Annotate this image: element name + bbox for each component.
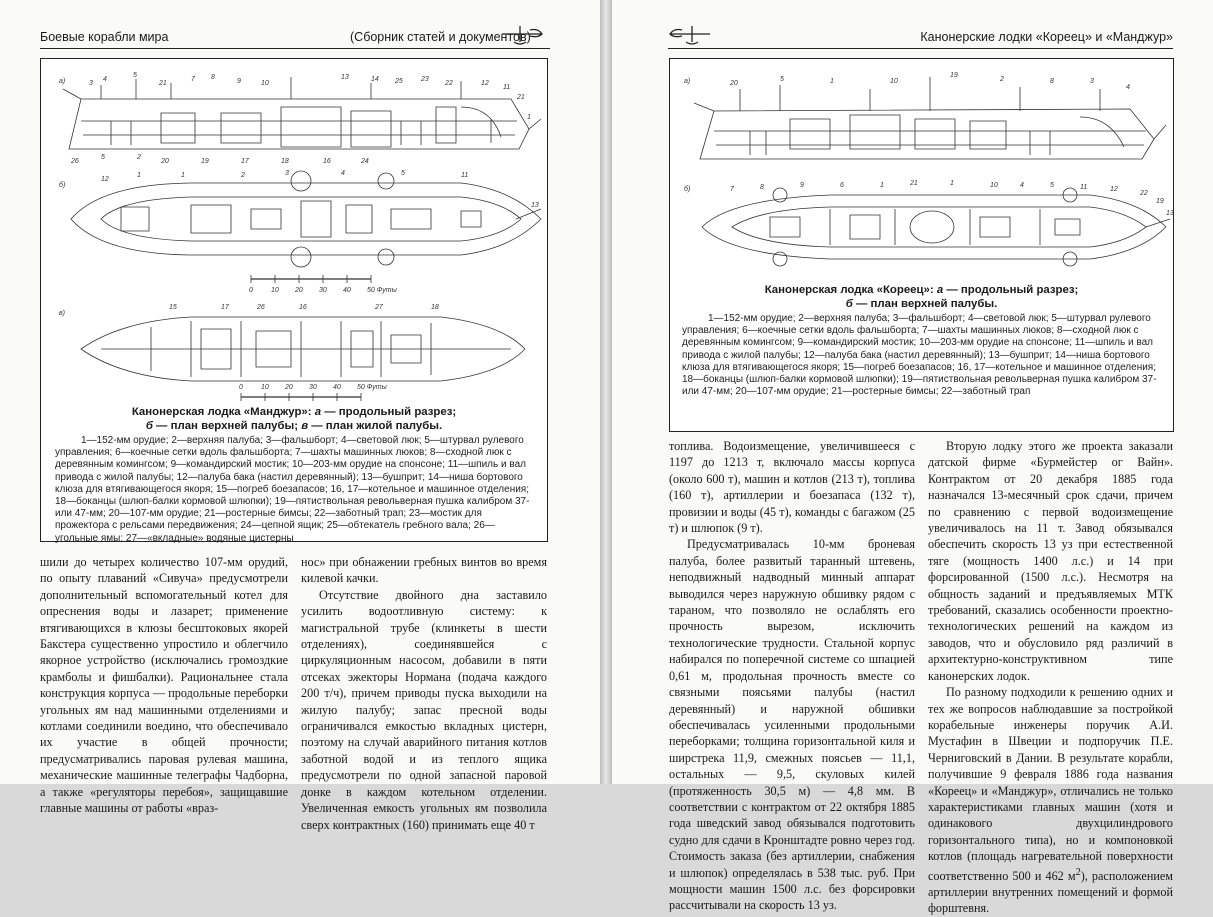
manjur-caption-title bbox=[51, 405, 537, 433]
callout-number: 5 bbox=[133, 72, 137, 79]
paragraph: Отсутствие двойного дна заставило усилить водоотливную систему: к магистральной трубе (клинкеты в шести отделениях), соединявшейся с циркуляционным насосом, добавили в пяти отсеках эжекторы Нормана (подача каждого 200 т/ч), причем приводы пуска выходили на жилую палубу; запас пресной воды ограничивался емкостью вкладных цистерн, поэтому на случай аварийного питания котлов заботной водой и из теплого ящика предусмотрели по одной запасной паровой донке в каждом котельном отделении. Увеличенная емкость угольных ям позволила сверх контрактных (160) принимать еще 40 т bbox=[301, 587, 547, 832]
callout-number: 26 bbox=[71, 158, 79, 165]
callouts-view-b bbox=[730, 180, 1174, 217]
callout-number: 17 bbox=[241, 158, 249, 165]
superscript: 2 bbox=[1075, 866, 1081, 878]
callout-number: 4 bbox=[1020, 182, 1024, 189]
scale1-tick: 0 bbox=[249, 287, 253, 294]
anchor-ornament-icon bbox=[500, 22, 544, 46]
callout-number: 13 bbox=[341, 74, 349, 81]
manjur-drawings bbox=[41, 59, 547, 399]
callout-number: 4 bbox=[341, 170, 345, 177]
callout-number: 5 bbox=[780, 76, 784, 83]
callout-number: 1 bbox=[527, 114, 531, 121]
scale1-tick: 40 bbox=[343, 287, 351, 294]
scale-bar-1 bbox=[249, 287, 398, 294]
view-label-a: а) bbox=[684, 78, 691, 85]
right-column-2 bbox=[928, 438, 1173, 917]
callout-number: 8 bbox=[1050, 78, 1054, 85]
koreets-caption-title bbox=[680, 283, 1163, 311]
paragraph: Предусматривалась 10-мм броневая палуба, более развитый таранный штевень, неподвижный надводный минный аппарат выводился через наружную обшивку рядом с тараном, что позволяло не ослаблять его прочность вырезом, исключить технологические трудности. Стальной корпус набирался по поперечной системе со шпацией 0,61 м, продольная прочность вместе со связными поясьями палубы (настил деревянный) и наружной обшивки обеспечивалась усиленными продольными переборками; толщина горизонтальной киля и ширстрека 11,9, смежных поясьев — 11,1, остальных — 9,5, скуловых килей (протяженность 30,5 м) — 4,8 мм. В соответствии с контрактом от 22 октября 1885 года шведский завод обязывался подготовить судно для сдачи в Кронштадте ровно через год. Стоимость заказа (без артиллерии, снабжения и шлюпок) определялась в 538 тыс. руб. При мощности машин 1500 л.с. без форсировки рассчитывали на скорость 13 уз. bbox=[669, 537, 915, 913]
callout-number: 23 bbox=[421, 76, 429, 83]
callout-number: 3 bbox=[89, 80, 93, 87]
paragraph: шили до четырех количество 107-мм орудий, по опыту плаваний «Сивуча» предусмотрели дополнительный вспомогательный котел для опреснения воды и лазарет; применение втягивающихся в клюзы бесштоковых якорей Бакстера существенно упростило и облегчило якорное устройство (исключались громоздкие крамболы и фишбалки). Рациональнее стала конструкция корпуса — продольные переборки угольных ям над машинными отделениями и котлами соединили воедино, что обеспечивало их участие в общей прочности; предусматривались паровая рулевая машина, механические машинные телеграфы Чадборна, а также «регуляторы перебоя», защищавшие главные машины от работы «враз- bbox=[40, 555, 288, 816]
callouts-view-b bbox=[101, 170, 539, 209]
callout-number: 4 bbox=[1126, 84, 1130, 91]
callout-number: 9 bbox=[800, 182, 804, 189]
callout-number: 12 bbox=[1110, 186, 1118, 193]
callout-number: 22 bbox=[445, 80, 453, 87]
callout-number: 24 bbox=[361, 158, 369, 165]
callout-number: 9 bbox=[237, 78, 241, 85]
callout-number: 22 bbox=[1140, 190, 1148, 197]
callout-number: 21 bbox=[517, 94, 525, 101]
callout-number: 19 bbox=[1156, 198, 1164, 205]
callout-number: 21 bbox=[159, 80, 167, 87]
left-header-title: Боевые корабли мира bbox=[40, 30, 169, 44]
callout-number: 3 bbox=[1090, 78, 1094, 85]
callout-number: 5 bbox=[101, 154, 105, 161]
koreets-drawings bbox=[670, 59, 1173, 285]
right-header bbox=[668, 26, 1173, 49]
callout-number: 7 bbox=[191, 76, 195, 83]
koreets-figure bbox=[669, 58, 1174, 432]
callout-number: 2 bbox=[241, 172, 245, 179]
callout-number: 5 bbox=[401, 170, 405, 177]
koreets-caption-legend: 1—152-мм орудие; 2—верхняя палуба; 3—фальшборт; 4—световой люк; 5—штурвал рулевого управления; 6—коечные сетки вдоль фальшборта; 7—шахты машинных люков; 8—сходной люк с деревянным комингсом; 9—командирский мостик; 10—203-мм орудие на спонсоне; 11—шпиль и вал привода с жилой палубы; 12—палуба бака (настил деревянный); 13—бушприт; 14—ниша бортового клюза для втягивающегося якоря; 15—погреб боезапасов; 16, 17—котельное и машинное отделения; 18—боканцы (шлюп-балки кормовой шлюпки); 19—пятиствольная револьверная пушка калибром 37- или 47-мм; 20—107-мм орудие; 21—ростерные бимсы; 22—заботный трап bbox=[682, 313, 1157, 398]
paragraph: топлива. Водоизмещение, увеличившееся с 1197 до 1213 т, включало массы корпуса (около 600 т), машин и котлов (213 т), топлива (160 т), артиллерии и боезапаса (132 т), провизии и воды (45 т), команды с багажом (25 т) и шлюпок (9 т). bbox=[669, 439, 915, 536]
callout-number: 27 bbox=[375, 304, 383, 311]
callout-number: 1 bbox=[880, 182, 884, 189]
scale1-tick: 30 bbox=[319, 287, 327, 294]
view-label-b: б) bbox=[59, 182, 66, 189]
caption-title-part: — план жилой палубы. bbox=[308, 420, 443, 432]
callout-number: 1 bbox=[950, 180, 954, 187]
caption-title-part: — план верхней палубы; bbox=[152, 420, 302, 432]
paragraph: нос» при обнажении гребных винтов во время килевой качки. bbox=[301, 555, 547, 586]
scale2-tick: 20 bbox=[285, 384, 293, 391]
paragraph: Вторую лодку этого же проекта заказали датской фирме «Бурмейстер ог Вайн». Контрактом от 20 декабря 1885 года назначался 13-месячный срок сдачи, причем по сравнению с первой водоизмещение увеличивалось на 11 т. Завод обязывался обеспечить скорость 13 уз при естественной тяге (мощность 1400 л.с.) и 14 при форсированной (1500 л.с.). Несмотря на общность заданий и предъявляемых МТК требований, сказались особенности проектно-технологических решений на каждом из заводов, что и обусловило ряд различий в архитектурно-конструктивном типе канонерских лодок. bbox=[928, 439, 1173, 683]
callout-number: 26 bbox=[257, 304, 265, 311]
callouts-view-a bbox=[70, 72, 531, 165]
callout-number: 16 bbox=[299, 304, 307, 311]
callout-number: 20 bbox=[161, 158, 169, 165]
scale2-tick: 50 Футы bbox=[357, 384, 387, 391]
caption-title-part: б bbox=[145, 420, 153, 432]
callout-number: 13 bbox=[531, 202, 539, 209]
left-column-1 bbox=[40, 554, 288, 817]
callout-number: 2 bbox=[137, 154, 141, 161]
paragraph bbox=[928, 684, 1173, 917]
left-header bbox=[40, 26, 550, 49]
callout-number: 2 bbox=[1000, 76, 1004, 83]
left-page bbox=[0, 0, 600, 832]
manjur-caption-legend: 1—152-мм орудие; 2—верхняя палуба; 3—фальшборт; 4—световой люк; 5—штурвал рулевого управления; 6—коечные сетки вдоль фальшборта; 7—шахты машинных люков; 8—сходной люк с деревянным комингсом; 9—командирский мостик; 10—203-мм орудие на спонсоне; 11—шпиль и вал привода с жилой палубы; 12—палуба бака (настил деревянный); 13—бушприт; 14—ниша бортового клюза для втягивающегося якоря; 15—погреб боезапасов; 16, 17—котельное и машинное отделения; 18—боканцы (шлюп-балки кормовой шлюпки); 19—пятиствольная револьверная пушка калибром 37- или 47-мм; 20—107-мм орудие; 21—ростерные бимсы; 22—заботный трап; 23—мостик для прожектора с рельсами передвижения; 24—цепной ящик; 25—обтекатель гребного вала; 26—угольные ямы; 27—«вкладные» водяные цистерны bbox=[55, 435, 530, 544]
callout-number: 1 bbox=[181, 172, 185, 179]
callout-number: 13 bbox=[1166, 210, 1174, 217]
callout-number: 11 bbox=[503, 84, 511, 91]
callout-number: 8 bbox=[211, 74, 215, 81]
callout-number: 1 bbox=[830, 78, 834, 85]
right-header-title: Канонерские лодки «Кореец» и «Манджур» bbox=[920, 30, 1173, 44]
caption-title-part: — продольный разрез; bbox=[321, 406, 457, 418]
callout-number: 4 bbox=[103, 76, 107, 83]
callout-number: 19 bbox=[201, 158, 209, 165]
callout-number: 1 bbox=[137, 172, 141, 179]
callout-number: 18 bbox=[431, 304, 439, 311]
callout-number: 16 bbox=[323, 158, 331, 165]
caption-title-part: б bbox=[845, 298, 853, 310]
scale1-tick: 20 bbox=[295, 287, 303, 294]
callout-number: 12 bbox=[101, 176, 109, 183]
callout-number: 10 bbox=[261, 80, 269, 87]
callouts-view-a bbox=[729, 72, 1130, 91]
callout-number: 25 bbox=[395, 78, 403, 85]
book-gutter bbox=[600, 0, 612, 784]
callout-number: 20 bbox=[730, 80, 738, 87]
manjur-figure bbox=[40, 58, 548, 542]
left-header-subtitle: (Сборник статей и документов) bbox=[350, 30, 531, 44]
right-column-1 bbox=[669, 438, 915, 914]
callout-number: 18 bbox=[281, 158, 289, 165]
caption-title-part: Канонерская лодка «Манджур»: bbox=[131, 406, 315, 418]
scale2-tick: 10 bbox=[261, 384, 269, 391]
callout-number: 10 bbox=[890, 78, 898, 85]
callout-number: 3 bbox=[285, 170, 289, 177]
scale2-tick: 40 bbox=[333, 384, 341, 391]
paragraph-text: ), расположением артиллерии внутренних помещений и формой форштевня. bbox=[928, 868, 1173, 916]
callout-number: 15 bbox=[169, 304, 177, 311]
caption-title-part: — продольный разрез; bbox=[943, 284, 1079, 296]
callout-number: 12 bbox=[481, 80, 489, 87]
caption-title-part: в bbox=[301, 420, 309, 432]
callout-number: 21 bbox=[910, 180, 918, 187]
callout-number: 11 bbox=[461, 172, 469, 179]
caption-title-part: а bbox=[314, 406, 322, 418]
right-page bbox=[612, 0, 1213, 916]
callout-number: 14 bbox=[371, 76, 379, 83]
callout-number: 11 bbox=[1080, 184, 1088, 191]
callouts-view-c bbox=[169, 304, 439, 311]
caption-title-part: а bbox=[936, 284, 944, 296]
view-label-b: б) bbox=[684, 186, 691, 193]
callout-number: 8 bbox=[760, 184, 764, 191]
caption-title-part: Канонерская лодка «Кореец»: bbox=[764, 284, 937, 296]
paragraph-text: По разному подходили к решению одних и тех же вопросов наблюдавшие за постройкой корабельные инженеры поручик А.И. Мустафин в Швеции и подпоручик П.Е. Черниговский в Дании. В результате корабли, получившие 9 февраля 1886 года названия «Кореец» и «Манджур», отличались не только характеристиками главных машин (хотя и одинакового двухцилиндрового горизонтального типа), но и компоновкой котлов (площадь нагревательной поверхности соответственно 500 и 462 м bbox=[928, 685, 1173, 883]
callout-number: 17 bbox=[221, 304, 229, 311]
caption-title-part: — план верхней палубы. bbox=[852, 298, 998, 310]
scale2-tick: 0 bbox=[239, 384, 243, 391]
view-label-a: а) bbox=[59, 78, 66, 85]
callout-number: 10 bbox=[990, 182, 998, 189]
callout-number: 19 bbox=[950, 72, 958, 79]
scale1-tick: 50 Футы bbox=[367, 287, 397, 294]
callout-number: 5 bbox=[1050, 182, 1054, 189]
callout-number: 6 bbox=[840, 182, 844, 189]
scale2-tick: 30 bbox=[309, 384, 317, 391]
scale-bar-2 bbox=[239, 384, 388, 391]
view-label-c: в) bbox=[59, 310, 65, 317]
left-column-2 bbox=[301, 554, 547, 833]
callout-number: 7 bbox=[730, 186, 734, 193]
scale1-tick: 10 bbox=[271, 287, 279, 294]
